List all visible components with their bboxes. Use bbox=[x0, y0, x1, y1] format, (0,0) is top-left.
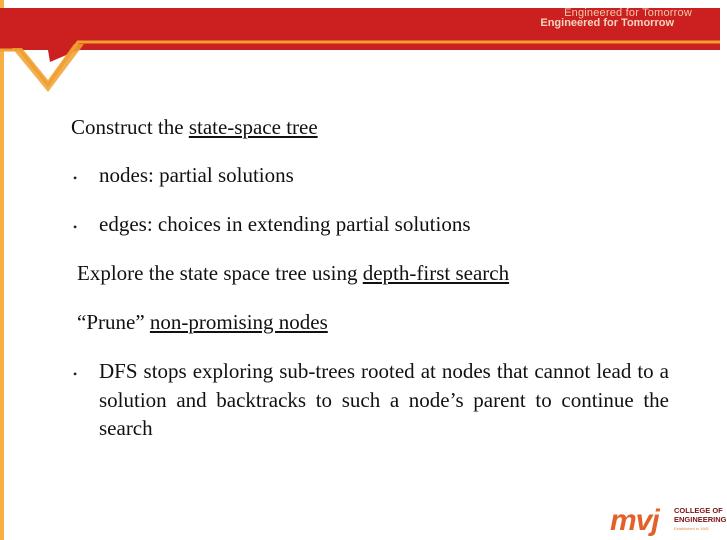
logo-name-line2: ENGINEERING bbox=[674, 514, 727, 524]
header-tagline: Engineered for Tomorrow bbox=[540, 17, 674, 29]
header-tagline-shadow: Engineered for Tomorrow bbox=[564, 7, 692, 19]
left-accent-stripe bbox=[0, 0, 4, 540]
bullet-marker: • bbox=[73, 171, 78, 185]
non-promising-nodes-link: non-promising nodes bbox=[149, 310, 328, 334]
bullet-dfs-description: DFS stops exploring sub-trees rooted at nodes that cannot lead to a solution and backtracks to such a node’s parent to continue the search bbox=[99, 359, 669, 440]
depth-first-search-link: depth-first search bbox=[362, 261, 510, 285]
heading-prune bbox=[77, 310, 328, 335]
bullet-marker: • bbox=[73, 220, 78, 234]
bullet-edges: edges: choices in extending partial solutions bbox=[99, 212, 471, 236]
logo-name-line1: COLLEGE OF bbox=[674, 506, 723, 515]
college-logo bbox=[610, 502, 727, 540]
logo-established: Established in 1982 bbox=[674, 526, 709, 531]
heading-construct bbox=[71, 115, 318, 140]
heading-construct-prefix: Construct the bbox=[71, 115, 189, 139]
red-chevron bbox=[12, 44, 84, 92]
bullet-marker: • bbox=[73, 367, 78, 381]
state-space-tree-link: state-space tree bbox=[188, 115, 318, 139]
heading-explore bbox=[77, 261, 509, 286]
heading-prune-prefix: “Prune” bbox=[77, 310, 150, 334]
logo-name bbox=[674, 507, 727, 524]
logo-mark: mvj bbox=[610, 504, 659, 537]
bullet-nodes: nodes: partial solutions bbox=[99, 163, 294, 187]
heading-explore-prefix: Explore the state space tree using bbox=[77, 261, 363, 285]
